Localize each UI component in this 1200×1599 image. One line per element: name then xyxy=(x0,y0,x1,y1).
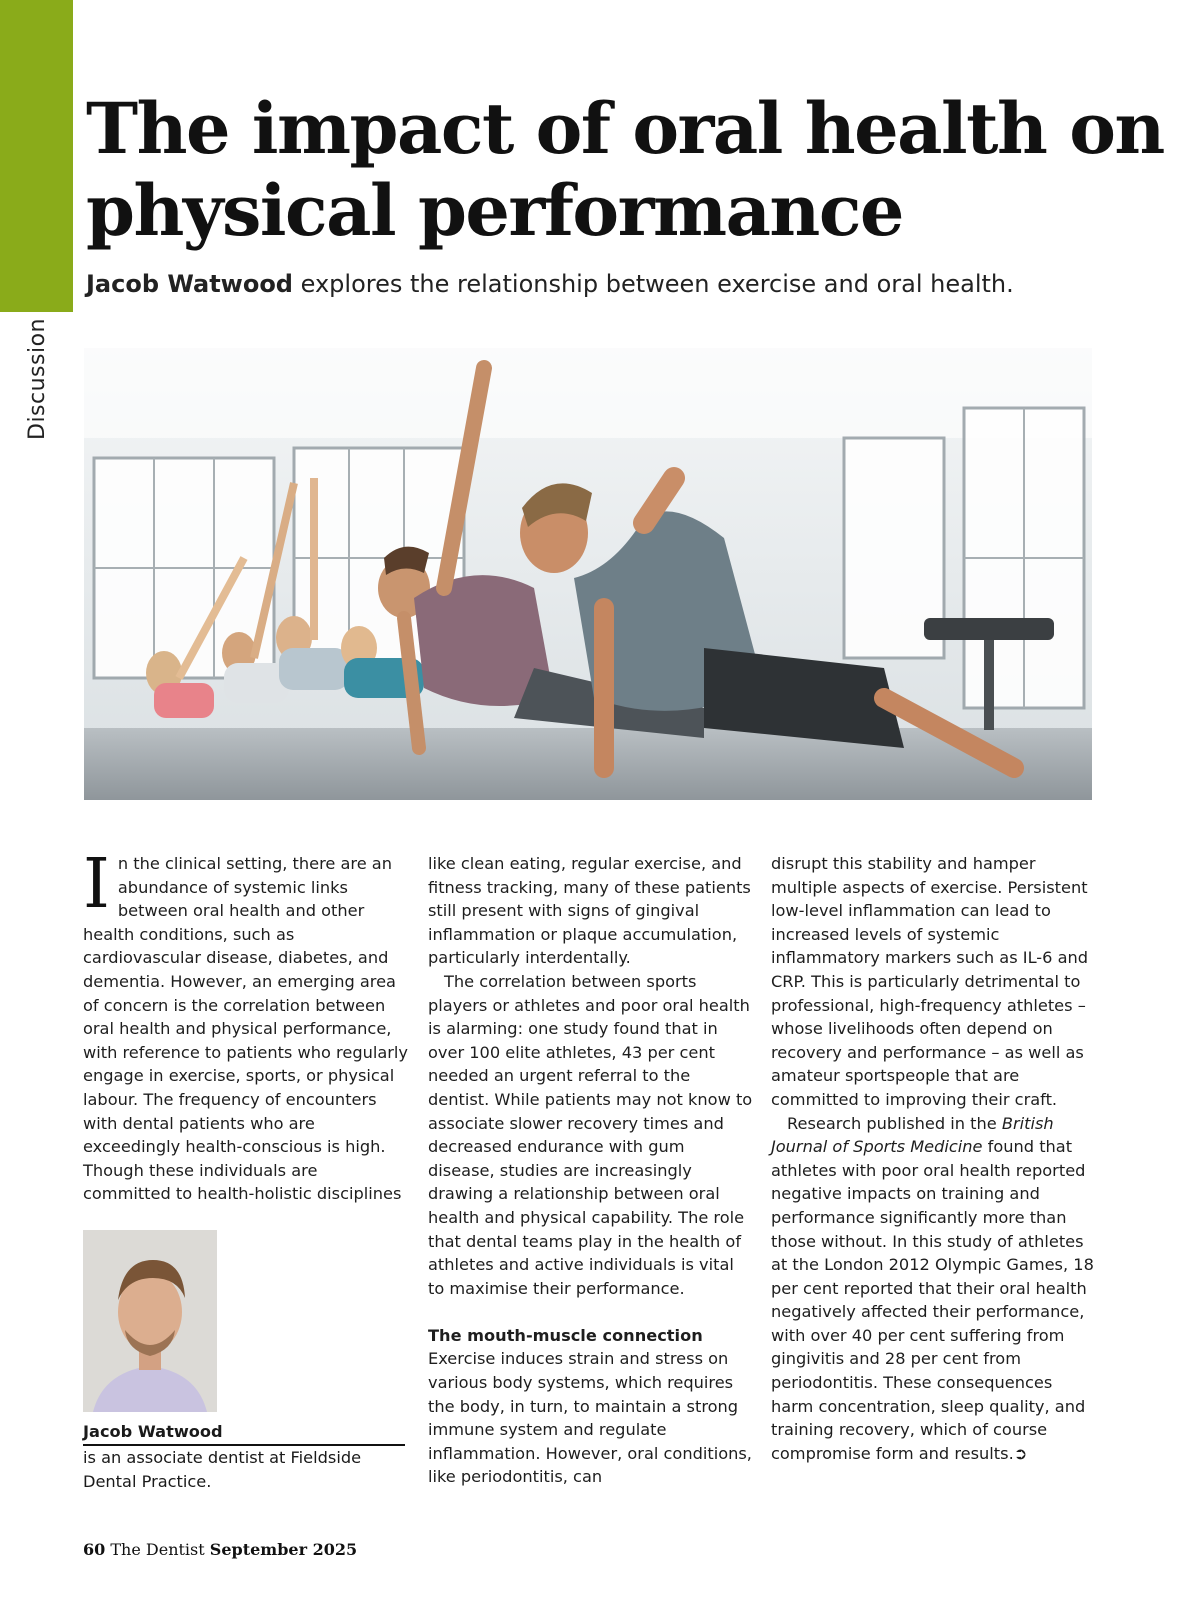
article-column-1 xyxy=(83,845,409,1206)
journal-name: British Journal of Sports Medicine xyxy=(771,1113,1054,1157)
bio-description: is an associate dentist at Fieldside Dental Practice. xyxy=(83,1448,362,1491)
article-title: The impact of oral health on physical performance xyxy=(86,87,1164,252)
page-number: 60 xyxy=(83,1540,106,1559)
page-footer xyxy=(83,1540,357,1559)
paragraph-exercise: Exercise induces strain and stress on various body systems, which requires the body, in turn, to maintain a strong immune system and regulate inflammation. However, oral conditions, like periodontitis, can xyxy=(428,1349,752,1487)
article-column-2 xyxy=(428,852,754,1489)
publication-name: The Dentist xyxy=(110,1540,205,1559)
intro-paragraph xyxy=(83,845,409,1206)
paragraph-athletes: The correlation between sports players or athletes and poor oral health is alarming: one study found that in over 100 elite athletes, 43 per cent needed an urgent referral to the dentist. While patients may not know to associate slower recovery times and decreased endurance with gum disease, studies are increasingly drawing a relationship between oral health and physical capability. The role that dental teams play in the health of athletes and active individuals is vital to maximise their performance. xyxy=(428,971,753,1298)
author-headshot xyxy=(83,1230,217,1412)
paragraph-continuation: like clean eating, regular exercise, and fitness tracking, many of these patients still present with signs of gingival inflammation or plaque accumulation, particularly interdentally. xyxy=(428,854,751,968)
intro-text: n the clinical setting, there are an abundance of systemic links between oral health and other health conditions, such as cardiovascular disease, diabetes, and dementia. However, an emerging area of concern is the correlation between oral health and physical performance, with reference to patients who regularly engage in exercise, sports, or physical labour. The frequency of encounters with dental patients who are exceedingly health-conscious is high. Though these individuals are committed to health-holistic disciplines xyxy=(83,854,408,1204)
section-label: Discussion xyxy=(25,318,50,440)
standfirst-author: Jacob Watwood xyxy=(86,270,293,298)
standfirst-text: explores the relationship between exercise and oral health. xyxy=(293,270,1014,298)
section-accent-bar xyxy=(0,0,73,312)
issue-date: September 2025 xyxy=(209,1540,358,1559)
paragraph-research xyxy=(771,1112,1097,1466)
bio-author-name: Jacob Watwood xyxy=(83,1420,405,1446)
research-text-start: Research published in the xyxy=(787,1113,1002,1133)
subheading-mouth-muscle: The mouth-muscle connection xyxy=(428,1325,703,1345)
paragraph-inflammation: disrupt this stability and hamper multiple aspects of exercise. Persistent low-level inflammation can lead to increased levels of systemic inflammatory markers such as IL-6 and CRP. This is particularly detrimental to professional, high-frequency athletes – whose livelihoods often depend on recovery and performance – as well as amateur sportspeople that are committed to improving their craft. xyxy=(771,854,1089,1109)
standfirst xyxy=(86,268,1166,300)
drop-cap: I xyxy=(83,845,110,924)
end-mark-icon: ➲ xyxy=(1013,1443,1028,1463)
hero-photo xyxy=(84,348,1092,800)
research-text-end: found that athletes with poor oral health reported negative impacts on training and performance significantly more than those without. In this study of athletes at the London 2012 Olympic Games, 18 per cent reported that their oral health negatively affected their performance, with over 40 per cent suffering from gingivitis and 28 per cent from periodontitis. These consequences harm concentration, sleep quality, and training recovery, which of course compromise form and results. xyxy=(771,1137,1094,1463)
gym-exercise-illustration xyxy=(84,348,1092,800)
article-column-3 xyxy=(771,852,1097,1465)
author-portrait-illustration xyxy=(83,1230,217,1412)
